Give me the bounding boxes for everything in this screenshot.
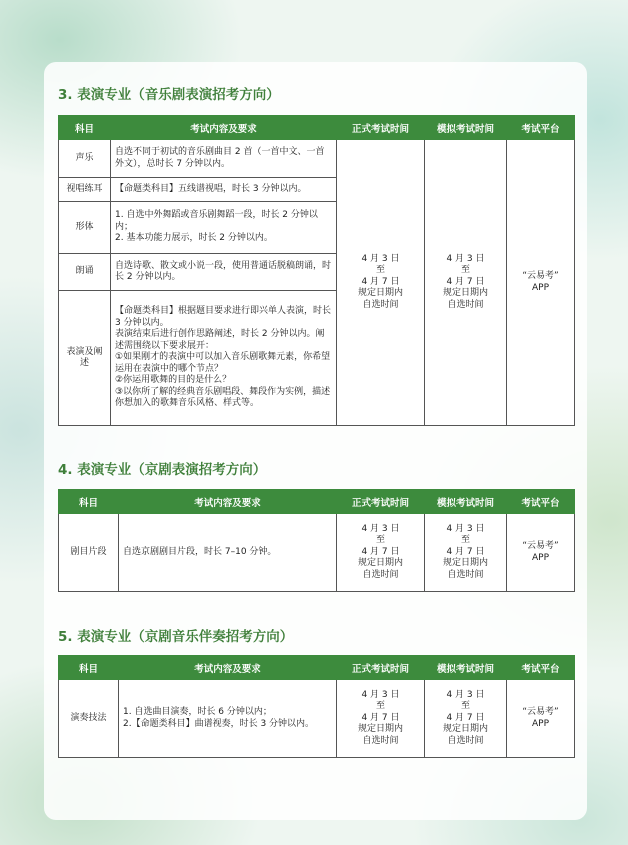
header-subject: 科目 — [59, 116, 111, 140]
subject-cell: 演奏技法 — [59, 680, 119, 758]
header-content: 考试内容及要求 — [119, 656, 337, 680]
content-cell: 【命题类科目】五线谱视唱，时长 3 分钟以内。 — [111, 178, 337, 202]
mock-time-cell: 4 月 3 日 至 4 月 7 日 规定日期内 自选时间 — [425, 514, 507, 592]
formal-time-cell: 4 月 3 日 至 4 月 7 日 规定日期内 自选时间 — [337, 140, 425, 426]
subject-cell: 剧目片段 — [59, 514, 119, 592]
mock-time-cell: 4 月 3 日 至 4 月 7 日 规定日期内 自选时间 — [425, 140, 507, 426]
platform-cell: “云易考” APP — [507, 140, 575, 426]
section-title: 3. 表演专业（音乐剧表演招考方向） — [58, 87, 280, 103]
header-platform: 考试平台 — [507, 116, 575, 140]
exam-table — [58, 655, 575, 758]
platform-cell: “云易考” APP — [507, 680, 575, 758]
exam-table — [58, 115, 575, 426]
header-content: 考试内容及要求 — [119, 490, 337, 514]
content-cell: 1. 自选中外舞蹈或音乐剧舞蹈一段，时长 2 分钟以内； 2. 基本功能力展示，时长 2 分钟以内。 — [111, 202, 337, 254]
header-platform: 考试平台 — [507, 656, 575, 680]
content-cell: 自选京剧剧目片段，时长 7–10 分钟。 — [119, 514, 337, 592]
formal-time-cell: 4 月 3 日 至 4 月 7 日 规定日期内 自选时间 — [337, 680, 425, 758]
mock-time-cell: 4 月 3 日 至 4 月 7 日 规定日期内 自选时间 — [425, 680, 507, 758]
subject-cell: 声乐 — [59, 140, 111, 178]
content-cell: 自选不同于初试的音乐剧曲目 2 首（一首中文、一首外文），总时长 7 分钟以内。 — [111, 140, 337, 178]
exam-table — [58, 489, 575, 592]
subject-cell: 形体 — [59, 202, 111, 254]
table-row — [59, 514, 575, 592]
header-platform: 考试平台 — [507, 490, 575, 514]
subject-cell: 表演及阐述 — [59, 291, 111, 426]
header-mock-time: 模拟考试时间 — [425, 656, 507, 680]
content-cell: 1. 自选曲目演奏，时长 6 分钟以内； 2.【命题类科目】曲谱视奏，时长 3 分钟以内。 — [119, 680, 337, 758]
content-cell: 【命题类科目】根据题目要求进行即兴单人表演，时长 3 分钟以内。 表演结束后进行创作思路阐述，时长 2 分钟以内。阐述需围绕以下要求展开： ①如果刚才的表演中可以加入音乐剧歌舞元素，你希望运用在表演中的哪个节点？ ②你运用歌舞的目的是什么？ ③以你所了解的经典音乐剧唱段、舞段作为实例，描述你想加入的歌舞音乐风格、样式等。 — [111, 291, 337, 426]
header-subject: 科目 — [59, 656, 119, 680]
header-formal-time: 正式考试时间 — [337, 656, 425, 680]
header-mock-time: 模拟考试时间 — [425, 116, 507, 140]
section-title: 5. 表演专业（京剧音乐伴奏招考方向） — [58, 629, 294, 645]
table-row — [59, 140, 575, 178]
subject-cell: 朗诵 — [59, 254, 111, 291]
header-mock-time: 模拟考试时间 — [425, 490, 507, 514]
content-cell: 自选诗歌、散文或小说一段，使用普通话脱稿朗诵，时长 2 分钟以内。 — [111, 254, 337, 291]
formal-time-cell: 4 月 3 日 至 4 月 7 日 规定日期内 自选时间 — [337, 514, 425, 592]
table-row — [59, 680, 575, 758]
header-formal-time: 正式考试时间 — [337, 490, 425, 514]
header-formal-time: 正式考试时间 — [337, 116, 425, 140]
header-subject: 科目 — [59, 490, 119, 514]
subject-cell: 视唱练耳 — [59, 178, 111, 202]
platform-cell: “云易考” APP — [507, 514, 575, 592]
section-title: 4. 表演专业（京剧表演招考方向） — [58, 462, 267, 478]
header-content: 考试内容及要求 — [111, 116, 337, 140]
